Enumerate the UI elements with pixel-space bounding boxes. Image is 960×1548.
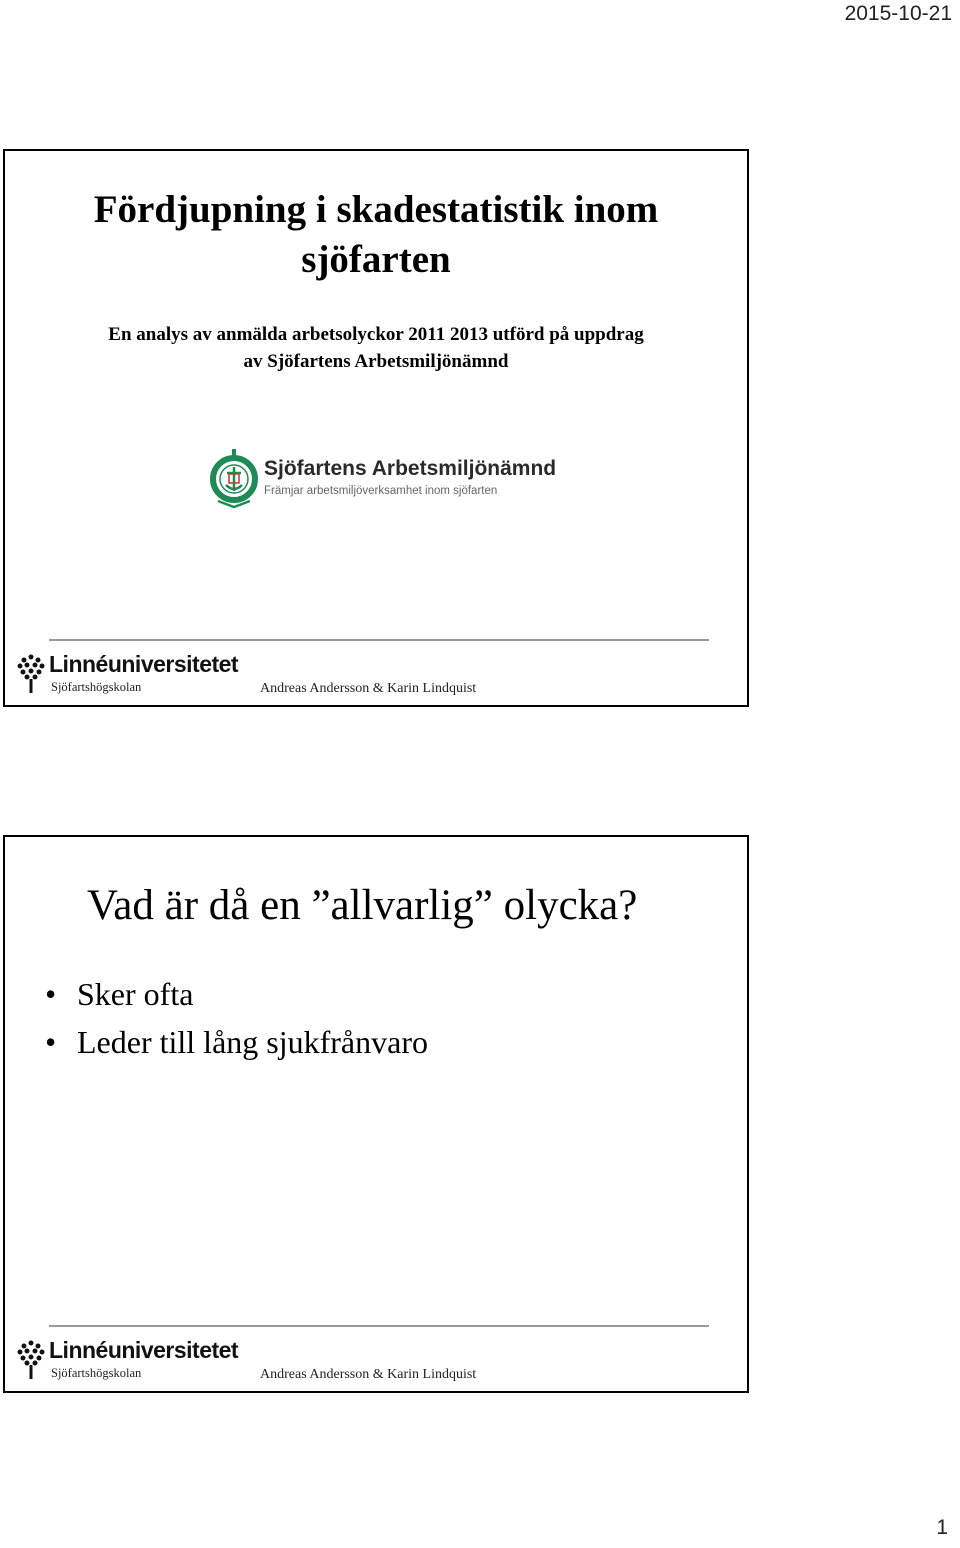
page-date: 2015-10-21: [844, 2, 952, 25]
slide-title: [5, 185, 747, 285]
footer-divider: [49, 639, 709, 641]
tree-logo-icon: [15, 1339, 47, 1385]
subtitle-line-1: En analys av anmälda arbetsolyckor 2011 2013 utförd på uppdrag: [108, 324, 644, 345]
slide-title: Vad är då en ”allvarlig” olycka?: [87, 882, 638, 929]
page-number: 1: [936, 1516, 948, 1539]
bullet-icon: •: [45, 976, 57, 1012]
title-line-1: Fördjupning i skadestatistik inom: [93, 188, 659, 231]
tree-logo-icon: [15, 653, 47, 699]
university-department: Sjöfartshögskolan: [51, 680, 142, 694]
title-line-2: sjöfarten: [301, 238, 451, 281]
bullet-list: [45, 970, 428, 1066]
list-item: [45, 1018, 428, 1066]
partner-logo: [210, 449, 557, 509]
subtitle-line-2: av Sjöfartens Arbetsmiljönämnd: [243, 351, 509, 372]
authors: Andreas Andersson & Karin Lindquist: [260, 681, 477, 696]
slide-subtitle: [5, 321, 747, 375]
slide-1: [3, 149, 749, 707]
university-department: Sjöfartshögskolan: [51, 1366, 142, 1380]
list-item: [45, 970, 428, 1018]
slide-2: [3, 835, 749, 1393]
university-name: Linnéuniversitetet: [49, 651, 239, 677]
partner-name: Sjöfartens Arbetsmiljönämnd: [264, 457, 557, 480]
partner-tagline: Främjar arbetsmiljöverksamhet inom sjöfarten: [264, 485, 498, 497]
university-logo: [15, 653, 255, 699]
university-name: Linnéuniversitetet: [49, 1337, 239, 1363]
bullet-text: Sker ofta: [77, 976, 194, 1012]
bullet-icon: •: [45, 1024, 57, 1060]
footer-divider: [49, 1325, 709, 1327]
authors: Andreas Andersson & Karin Lindquist: [260, 1367, 477, 1382]
university-logo: [15, 1339, 255, 1385]
anchor-emblem-icon: [210, 449, 258, 509]
bullet-text: Leder till lång sjukfrånvaro: [77, 1024, 428, 1060]
